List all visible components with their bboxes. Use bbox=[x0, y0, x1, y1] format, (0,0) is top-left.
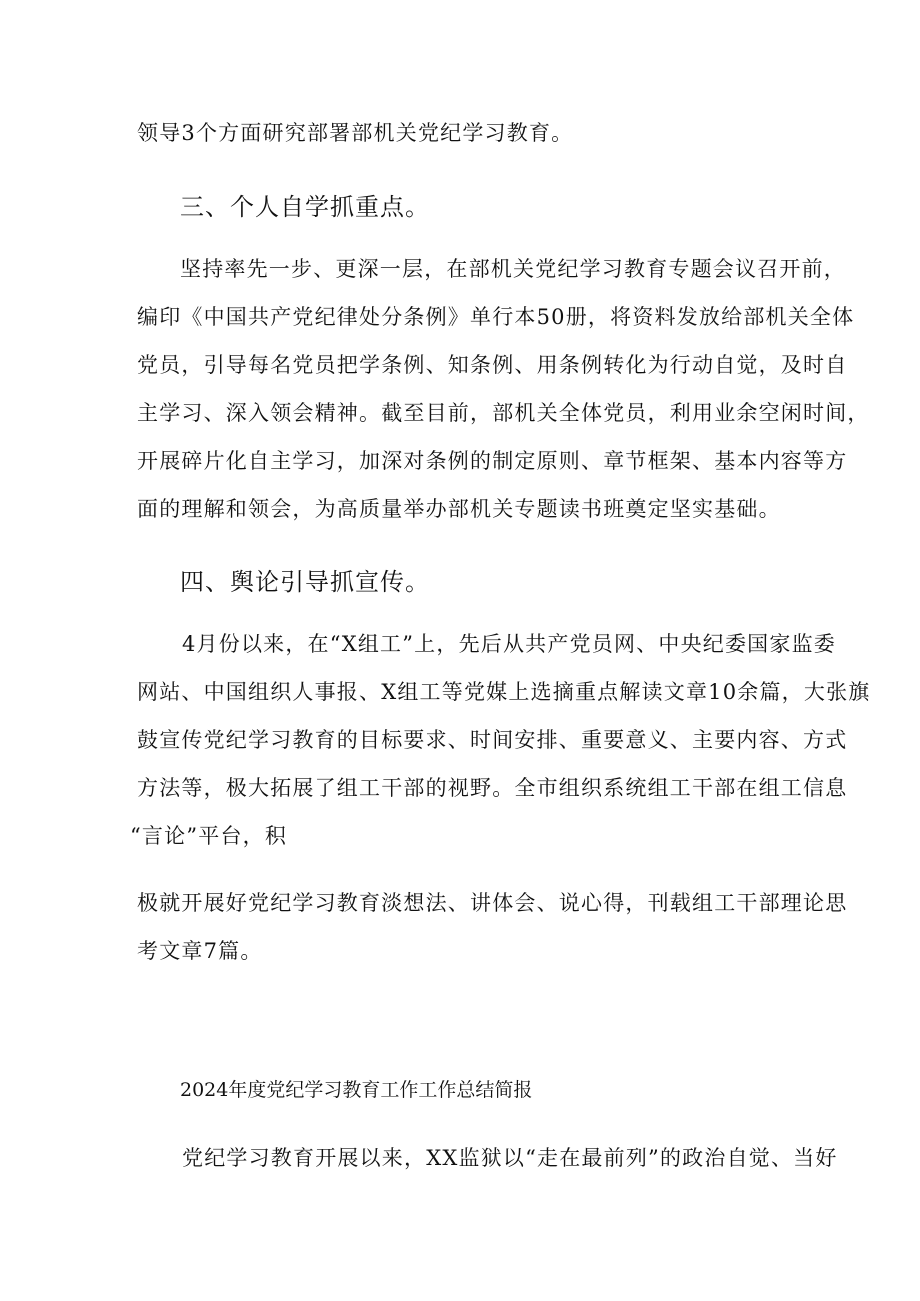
section-4-heading: 四、舆论引导抓宣传。 bbox=[180, 568, 430, 596]
paragraph-line: 方法等，极大拓展了组工干部的视野。全市组织系统组工干部在组工信息 bbox=[137, 776, 848, 800]
section-3-heading: 三、个人自学抓重点。 bbox=[180, 193, 430, 221]
report-title: 2024年度党纪学习教育工作工作总结简报 bbox=[180, 1079, 533, 1101]
paragraph-line: 面的理解和领会，为高质量举办部机关专题读书班奠定坚实基础。 bbox=[137, 497, 781, 521]
paragraph-line: 主学习、深入领会精神。截至目前，部机关全体党员，利用业余空闲时间， bbox=[137, 401, 870, 425]
report-first-line: 党纪学习教育开展以来，XX监狱以“走在最前列”的政治自觉、当好 bbox=[182, 1146, 838, 1170]
paragraph-line: 极就开展好党纪学习教育淡想法、讲体会、说心得，刊载组工干部理论思 bbox=[137, 891, 848, 915]
paragraph-line: 编印《中国共产党纪律处分条例》单行本50册，将资料发放给部机关全体 bbox=[137, 305, 855, 329]
paragraph-line: 网站、中国组织人事报、X组工等党媒上选摘重点解读文章10余篇，大张旗 bbox=[137, 680, 871, 704]
paragraph-line: 4月份以来，在“X组工”上，先后从共产党员网、中央纪委国家监委 bbox=[182, 632, 836, 656]
paragraph-line: 鼓宣传党纪学习教育的目标要求、时间安排、重要意义、主要内容、方式 bbox=[137, 728, 848, 752]
paragraph-line: 坚持率先一步、更深一层，在部机关党纪学习教育专题会议召开前， bbox=[180, 257, 846, 281]
paragraph-line: 党员，引导每名党员把学条例、知条例、用条例转化为行动自觉，及时自 bbox=[137, 353, 848, 377]
paragraph-line: 考文章7篇。 bbox=[137, 939, 263, 963]
paragraph-line: 开展碎片化自主学习，加深对条例的制定原则、章节框架、基本内容等方 bbox=[137, 449, 848, 473]
paragraph-intro-tail: 领导3个方面研究部署部机关党纪学习教育。 bbox=[137, 121, 574, 145]
paragraph-line: “言论”平台，积 bbox=[130, 824, 288, 848]
